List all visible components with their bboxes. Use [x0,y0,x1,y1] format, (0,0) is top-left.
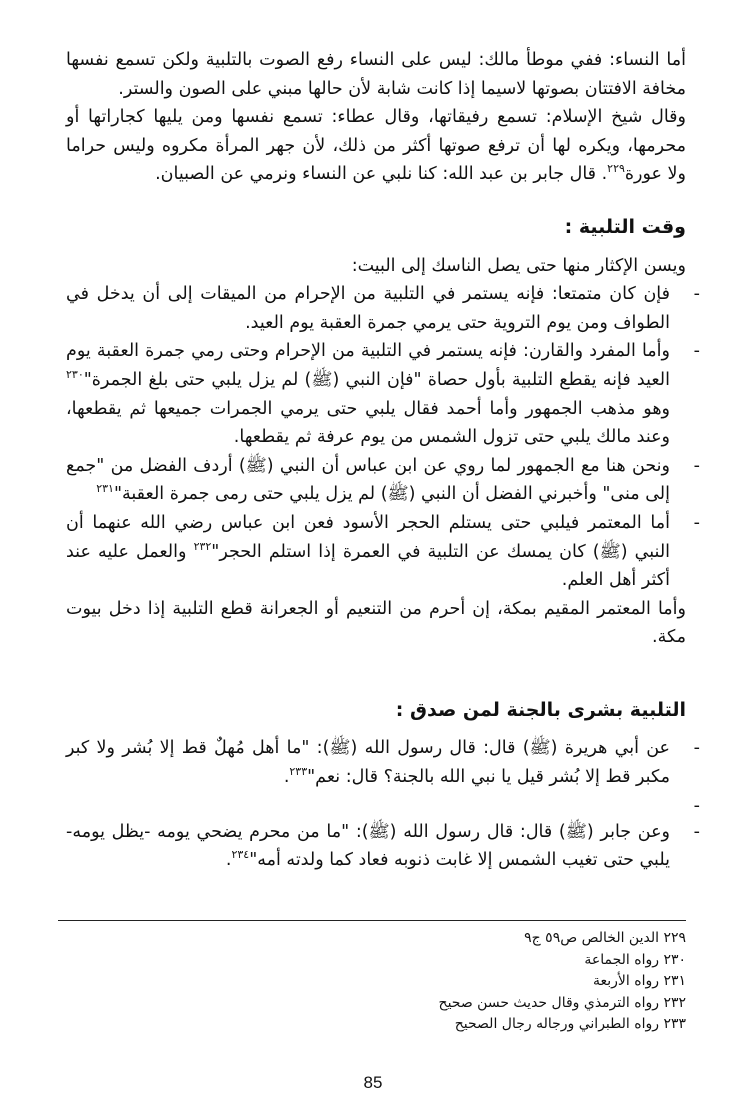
item-text: أما المعتمر فيلبي حتى يستلم الحجر الأسود فعن ابن عباس رضي الله عنهما أن النبي (ﷺ) كان يمسك عن التلبية في العمرة إذا استلم الحجر" [66,512,671,562]
list-item-mutamatti [66,280,686,337]
list-item-mutamir [66,509,686,595]
page-body [66,46,686,875]
footnote-separator [58,920,686,921]
footnote-230: ٢٣٠ رواه الجماعة [584,951,686,968]
footnotes [66,928,686,1036]
footnote-ref-229: ٢٢٩ [607,162,625,176]
item-text: وعن جابر (ﷺ) قال: قال رسول الله (ﷺ): "ما من محرم يضحي يومه -يظل يومه- يلبي حتى تغيب الشمس إلا غابت ذنوبه فعاد كما ولدته أمه" [66,821,670,871]
item-text-after: . [283,767,290,788]
footnote-ref-231: ٢٣١ [96,482,114,496]
list-item-jumhur [66,452,686,509]
heading-talbiya-time: وقت التلبية : [564,215,686,238]
list-item-mufrid [66,337,686,451]
women-paragraph: أما النساء: ففي موطأ مالك: ليس على النساء رفع الصوت بالتلبية ولكن تسمع نفسها مخافة الافتتان بصوتها لاسيما إذا كانت شابة لأن حالها مبني على الصون والستر. [66,50,686,99]
footnote-231: ٢٣١ رواه الأربعة [593,973,686,989]
page-number: 85 [363,1073,383,1092]
footnote-ref-233: ٢٣٣ [289,765,308,779]
item-text-after: . [225,850,232,871]
jabir-text: . قال جابر بن عبد الله: كنا نلبي عن النساء ونرمي عن الصبيان. [155,164,608,185]
list-spacer [66,792,686,818]
footnote-ref-230: ٢٣٠ [66,368,84,382]
footnote-229: ٢٢٩ الدين الخالص ص٥٩ ج٩ [524,930,686,946]
scholar-text: وقال شيخ الإسلام: تسمع رفيقاتها، وقال عطاء: تسمع نفسها ومن يليها كجاراتها أو محرمها، ويكره لها أن ترفع صوتها أكثر من ذلك، لأن جهر المرأة مكروه وليس حراما ولا عورة [66,107,686,185]
glad-tidings-list [66,734,686,874]
item-text-after: والعمل عليه عند أكثر أهل العلم. [66,541,670,591]
item-text: وأما المفرد والقارن: فإنه يستمر في التلبية من الإحرام وحتى رمي جمرة العقبة يوم العيد فإنه يقطع التلبية بأول حصاة "فإن النبي (ﷺ) لم يزل يلبي حتى بلغ الجمرة" [66,341,670,390]
heading-glad-tidings: التلبية بشرى بالجنة لمن صدق : [395,698,686,721]
footnote-233: ٢٣٣ رواه الطبراني ورجاله رجال الصحيح [454,1016,686,1032]
closing-paragraph: وأما المعتمر المقيم بمكة، إن أحرم من التنعيم أو الجعرانة قطع التلبية إذا دخل بيوت مكة. [66,598,686,648]
intro-line: ويسن الإكثار منها حتى يصل الناسك إلى البيت: [351,255,686,276]
item-text: عن أبي هريرة (ﷺ) قال: قال رسول الله (ﷺ): "ما أهل مُهلٌ قط إلا بُشر ولا كبر مكبر قط إلا بُشر قيل يا نبي الله بالجنة؟ قال: نعم" [66,738,670,788]
footnote-232: ٢٣٢ رواه الترمذي وقال حديث حسن صحيح [438,994,686,1011]
list-item-jabir [66,818,686,875]
item-text: فإن كان متمتعا: فإنه يستمر في التلبية من الإحرام من الميقات إلى أن يدخل في الطواف ومن يوم التروية حتى يرمي جمرة العقبة يوم العيد. [66,284,670,333]
list-item-abu-hurayra [66,734,686,791]
item-text-after: وهو مذهب الجمهور وأما أحمد فقال يلبي حتى يرمي الجمرات جميعها ثم يقطعها، وعند مالك يلبي حتى تزول الشمس من يوم عرفة ثم يقطعها. [66,398,670,448]
item-text: ونحن هنا مع الجمهور لما روي عن ابن عباس أن النبي (ﷺ) أردف الفضل من "جمع إلى منى" وأخبرني الفضل أن النبي (ﷺ) لم يزل يلبي حتى رمى جمرة العقبة" [66,455,670,505]
scholar-paragraph [66,103,686,189]
talbiya-time-list [66,280,686,595]
footnote-ref-232: ٢٣٢ [193,539,212,553]
footnote-ref-234: ٢٣٤ [231,848,250,862]
